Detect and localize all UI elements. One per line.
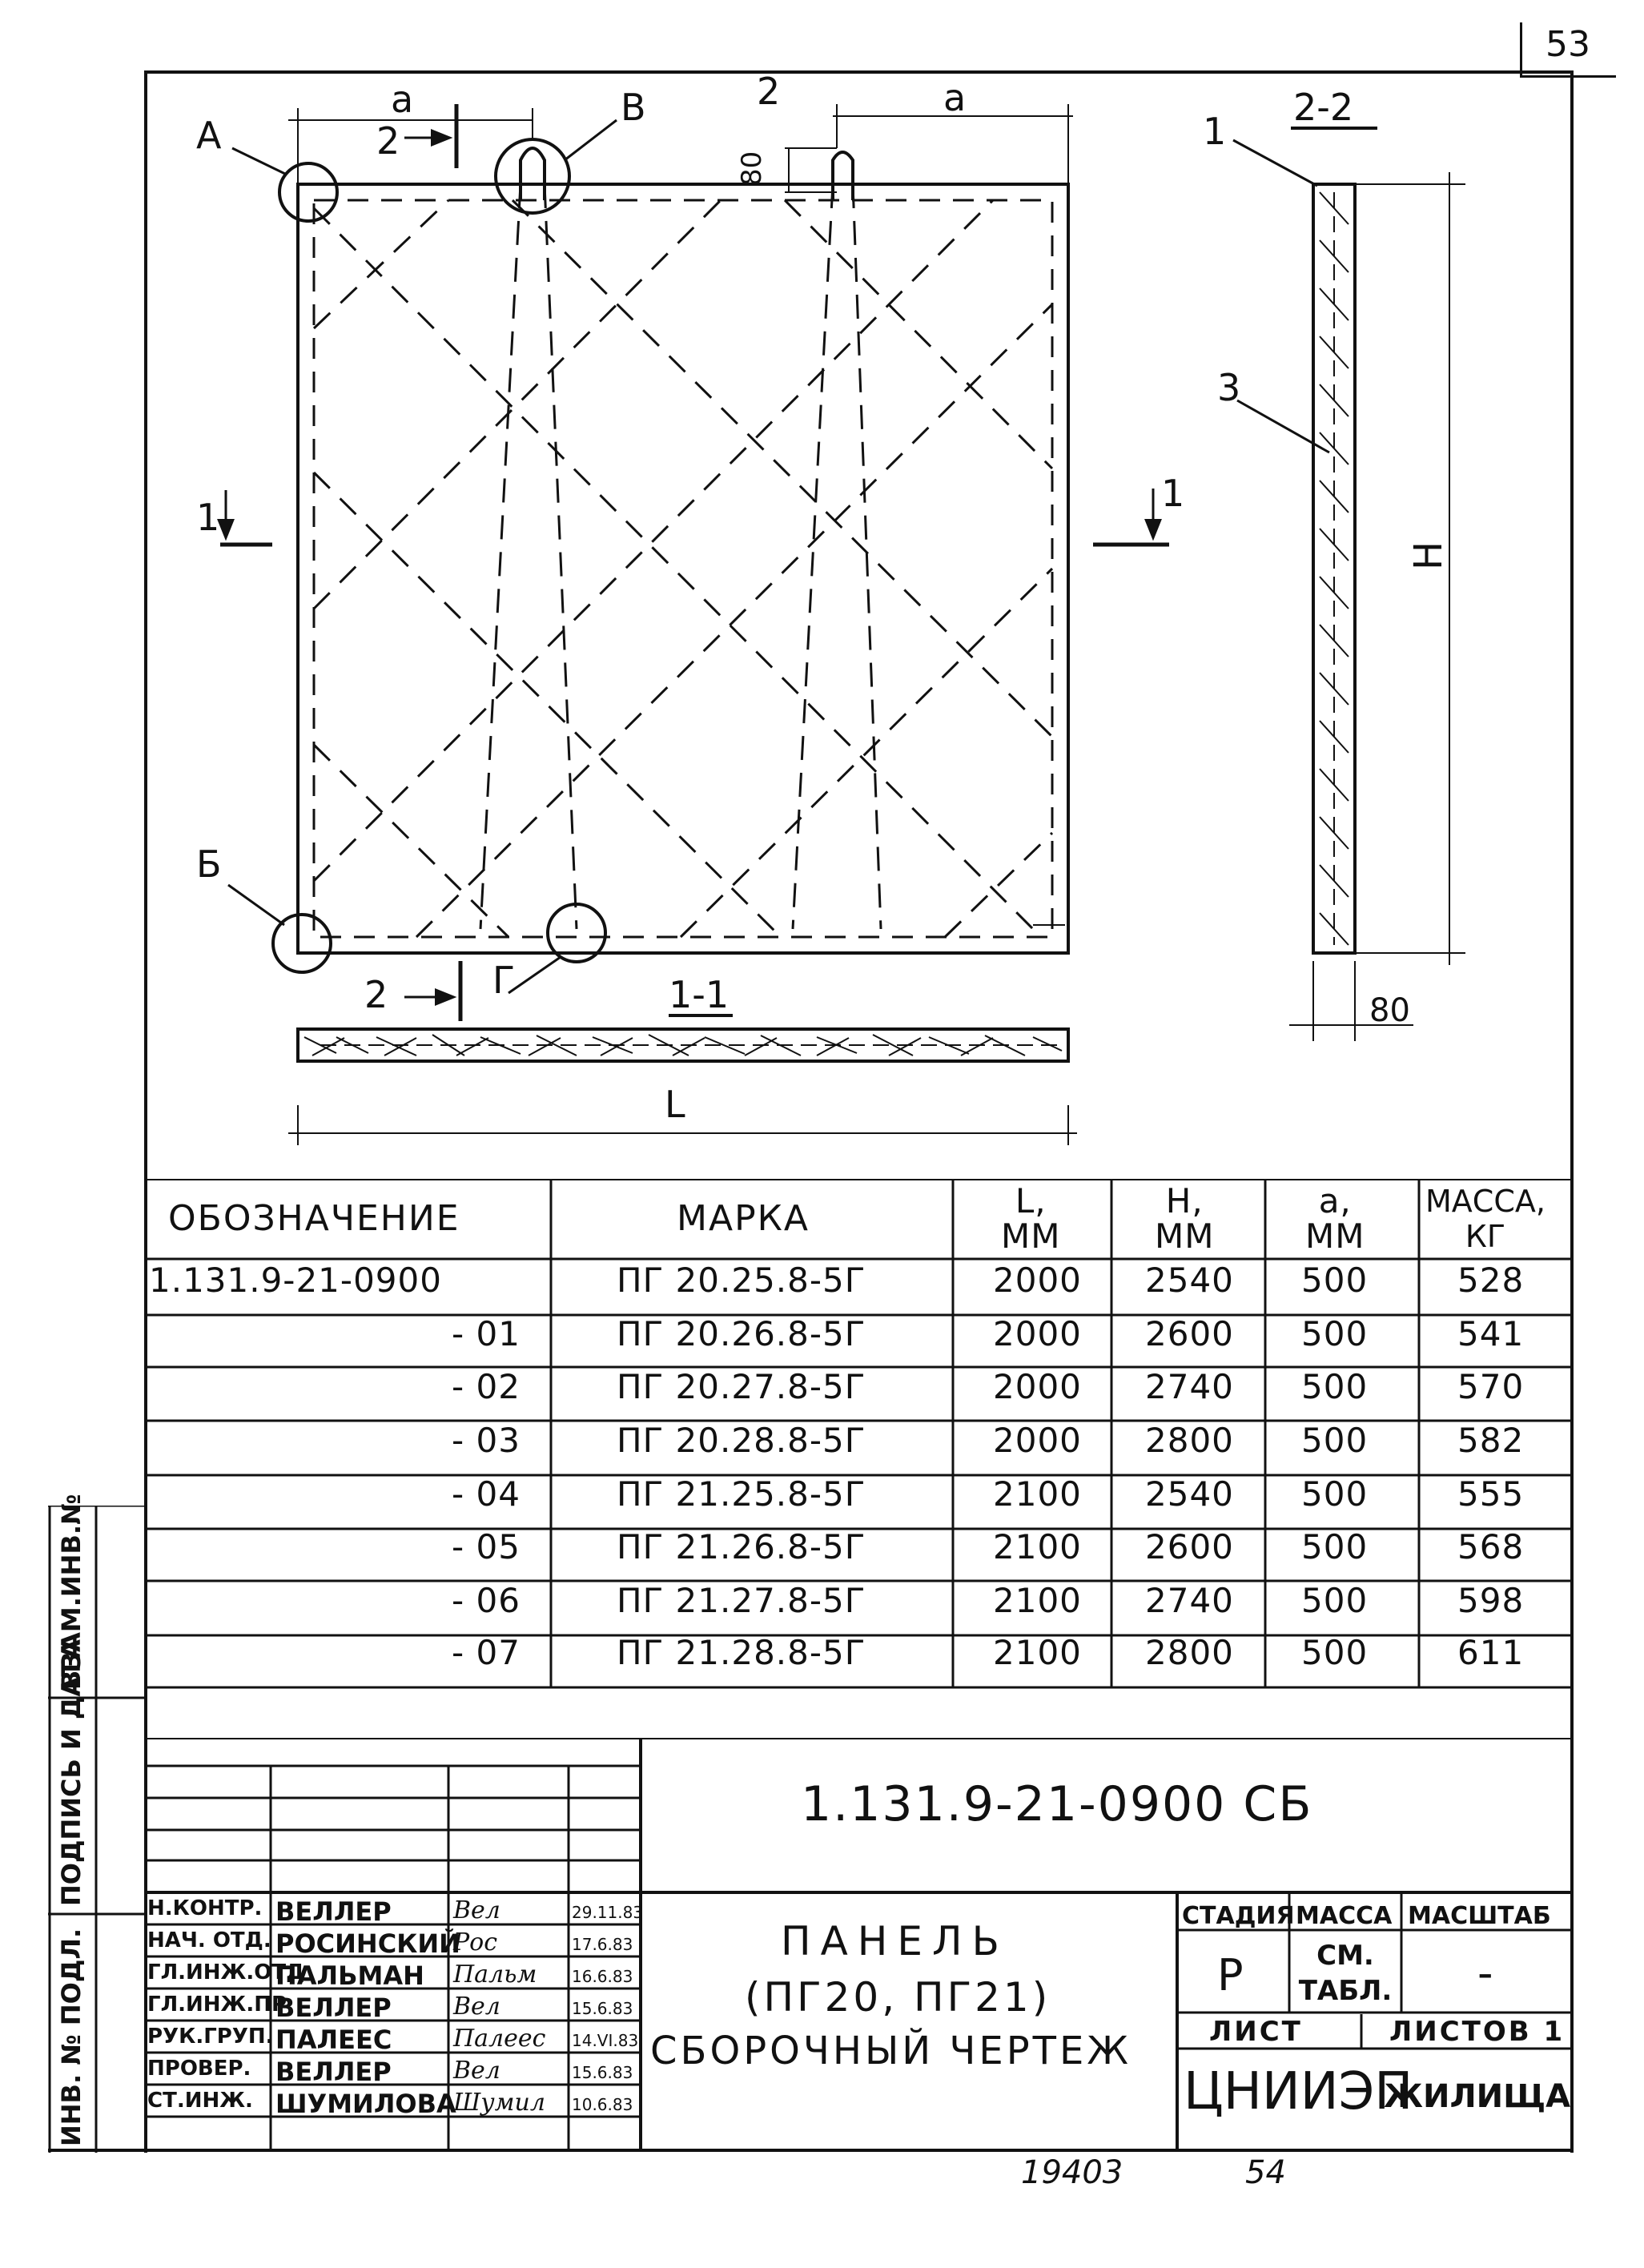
table-cell-mark: ПГ 21.26.8-5Г: [617, 1527, 866, 1566]
panel-outline: [298, 184, 1068, 953]
table-cell-mass: 582: [1457, 1421, 1525, 1460]
section-2-mark-bottom: 2: [364, 973, 388, 1016]
staff-role: СТ.ИНЖ.: [147, 2089, 253, 2113]
staff-signature: Рос: [453, 1928, 498, 1956]
staff-role: РУК.ГРУП.: [147, 2025, 274, 2049]
table-cell-a: 500: [1301, 1527, 1369, 1566]
staff-signature: Вел: [453, 1896, 500, 1924]
staff-name: ВЕЛЛЕР: [275, 1993, 392, 2023]
table-cell-L: 2100: [993, 1527, 1082, 1566]
staff-name: ПАЛЕЕС: [275, 2025, 392, 2055]
dim-a-left: a: [391, 78, 414, 121]
table-cell-a: 500: [1301, 1581, 1369, 1620]
col-header-a: a, ММ: [1305, 1181, 1365, 1256]
table-cell-designation: - 01: [452, 1314, 521, 1353]
archive-number: 19403: [1021, 2154, 1123, 2191]
leader-B: [228, 885, 284, 925]
callout-G-label: Г: [492, 959, 516, 1002]
table-cell-mass: 598: [1457, 1581, 1525, 1620]
col-header-mass: МАССА, КГ: [1425, 1184, 1546, 1254]
staff-name: ШУМИЛОВА: [275, 2089, 456, 2119]
staff-date: 17.6.83: [572, 1935, 633, 1954]
dim-H: H: [1406, 541, 1451, 570]
staff-signature: Вел: [453, 2057, 500, 2085]
table-cell-mass: 555: [1457, 1474, 1525, 1514]
doc-code: 1.131.9-21-0900 СБ: [801, 1776, 1313, 1832]
scale-value: -: [1477, 1948, 1493, 1998]
table-cell-H: 2540: [1145, 1474, 1234, 1514]
table-cell-designation: - 03: [452, 1421, 521, 1460]
staff-role: ГЛ.ИНЖ.ПР: [147, 1993, 287, 2017]
staff-signature: Палеес: [453, 2025, 546, 2053]
mass-value: СМ. ТАБЛ.: [1298, 1940, 1393, 2007]
section-2-2-title: 2-2: [1293, 86, 1354, 129]
side-label-signature-date: ПОДПИСЬ И ДАТА: [56, 1639, 86, 1906]
staff-date: 14.VI.83: [572, 2031, 639, 2050]
table-cell-designation: - 06: [452, 1581, 521, 1620]
table-cell-mass: 611: [1457, 1633, 1525, 1672]
staff-role: ПРОВЕР.: [147, 2057, 251, 2081]
title-line3: СБОРОЧНЫЙ ЧЕРТЕЖ: [650, 2029, 1132, 2073]
organization: ЦНИИЭП: [1184, 2062, 1413, 2121]
item-3-label: 3: [1217, 366, 1241, 409]
dim-a-right: a: [943, 76, 967, 119]
staff-date: 15.6.83: [572, 1999, 633, 2018]
section-1-1-title: 1-1: [669, 973, 730, 1016]
table-cell-mass: 570: [1457, 1367, 1525, 1406]
sheet-reference: 54: [1245, 2154, 1286, 2191]
reinforcement-mesh: [314, 200, 1052, 937]
callout-circle-V: [496, 139, 569, 213]
staff-name: РОСИНСКИЙ: [275, 1928, 460, 1959]
side-label-exchange-inv: ВЗАМ.ИНВ.№: [56, 1494, 86, 1690]
staff-role: ГЛ.ИНЖ.ОТД: [147, 1960, 305, 1984]
col-header-designation: ОБОЗНАЧЕНИЕ: [168, 1198, 460, 1239]
spec-table: [144, 1179, 1574, 1691]
sheets-label: ЛИСТОВ 1: [1389, 2016, 1566, 2048]
table-cell-H: 2800: [1145, 1633, 1234, 1672]
callout-B-label: Б: [196, 842, 222, 886]
table-cell-L: 2100: [993, 1581, 1082, 1620]
loop-left-top: [521, 148, 545, 200]
table-cell-designation: 1.131.9-21-0900: [149, 1261, 442, 1300]
table-cell-a: 500: [1301, 1367, 1369, 1406]
table-cell-designation: - 05: [452, 1527, 521, 1566]
section-2-2: [1233, 128, 1465, 1041]
table-cell-mark: ПГ 20.25.8-5Г: [617, 1261, 866, 1300]
table-cell-designation: - 07: [452, 1633, 521, 1672]
col-header-L: L, ММ: [1001, 1181, 1061, 1256]
staff-name: ПАЛЬМАН: [275, 1960, 424, 1991]
table-cell-a: 500: [1301, 1314, 1369, 1353]
table-cell-mark: ПГ 21.28.8-5Г: [617, 1633, 866, 1672]
staff-name: ВЕЛЛЕР: [275, 1896, 392, 1927]
table-cell-L: 2000: [993, 1261, 1082, 1300]
table-cell-L: 2000: [993, 1314, 1082, 1353]
staff-signature: Пальм: [453, 1960, 537, 1989]
leader-G: [508, 957, 561, 993]
staff-date: 10.6.83: [572, 2095, 633, 2114]
table-cell-a: 500: [1301, 1261, 1369, 1300]
staff-role: Н.КОНТР.: [147, 1896, 263, 1920]
staff-signature: Вел: [453, 1993, 500, 2021]
table-cell-L: 2100: [993, 1474, 1082, 1514]
table-cell-mass: 528: [1457, 1261, 1525, 1300]
scale-label: МАСШТАБ: [1408, 1902, 1551, 1930]
callout-circle-A: [279, 163, 337, 221]
table-cell-H: 2740: [1145, 1581, 1234, 1620]
col-header-H: H, ММ: [1155, 1181, 1215, 1256]
staff-signature: Шумил: [453, 2089, 545, 2117]
table-cell-H: 2740: [1145, 1367, 1234, 1406]
mass-label: МАССА: [1296, 1902, 1393, 1930]
section-1-mark-left: 1: [196, 496, 220, 539]
section-1-mark-right: 1: [1161, 472, 1185, 515]
callout-V-label: B: [621, 86, 646, 129]
table-cell-mass: 568: [1457, 1527, 1525, 1566]
page-number: 53: [1546, 24, 1590, 65]
dim-80-top: 80: [736, 151, 768, 186]
table-cell-designation: - 04: [452, 1474, 521, 1514]
title-line2: (ПГ20, ПГ21): [745, 1974, 1051, 2021]
staff-name: ВЕЛЛЕР: [275, 2057, 392, 2087]
table-cell-H: 2600: [1145, 1527, 1234, 1566]
table-cell-mark: ПГ 20.28.8-5Г: [617, 1421, 866, 1460]
section-2-mark-top: 2: [376, 119, 400, 163]
title-block: [144, 1738, 1574, 2150]
side-stamp-strip: [48, 1494, 144, 2153]
table-cell-designation: - 02: [452, 1367, 521, 1406]
table-cell-H: 2600: [1145, 1314, 1234, 1353]
panel-inner-contour: [314, 200, 1052, 937]
stage-label: СТАДИЯ: [1182, 1902, 1295, 1930]
staff-role: НАЧ. ОТД.: [147, 1928, 271, 1952]
callout-A-label: A: [196, 114, 222, 157]
table-cell-a: 500: [1301, 1633, 1369, 1672]
section-2-mark-topright: 2: [757, 70, 781, 113]
organization-suffix: ЖИЛИЩА: [1384, 2078, 1571, 2115]
dim-L: L: [665, 1083, 685, 1126]
title-line1: ПАНЕЛЬ: [781, 1918, 1009, 1964]
stage-value: Р: [1217, 1950, 1244, 2001]
table-cell-H: 2540: [1145, 1261, 1234, 1300]
leader-A: [232, 148, 287, 175]
lifting-loops: [480, 184, 881, 929]
sheet-label: ЛИСТ: [1209, 2016, 1303, 2048]
table-cell-H: 2800: [1145, 1421, 1234, 1460]
staff-date: 15.6.83: [572, 2063, 633, 2082]
table-cell-L: 2000: [993, 1367, 1082, 1406]
table-cell-a: 500: [1301, 1474, 1369, 1514]
table-cell-mark: ПГ 20.26.8-5Г: [617, 1314, 866, 1353]
staff-date: 29.11.83: [572, 1903, 644, 1922]
item-1-label: 1: [1203, 110, 1227, 153]
leader-V: [565, 120, 617, 160]
staff-date: 16.6.83: [572, 1967, 633, 1986]
table-cell-mark: ПГ 20.27.8-5Г: [617, 1367, 866, 1406]
table-cell-mark: ПГ 21.25.8-5Г: [617, 1474, 866, 1514]
table-cell-L: 2000: [993, 1421, 1082, 1460]
table-cell-a: 500: [1301, 1421, 1369, 1460]
dim-80-side: 80: [1369, 992, 1410, 1029]
table-cell-mass: 541: [1457, 1314, 1525, 1353]
table-cell-L: 2100: [993, 1633, 1082, 1672]
col-header-mark: МАРКА: [677, 1198, 810, 1239]
table-cell-mark: ПГ 21.27.8-5Г: [617, 1581, 866, 1620]
side-label-original-inv: ИНВ. № ПОДЛ.: [56, 1928, 86, 2146]
